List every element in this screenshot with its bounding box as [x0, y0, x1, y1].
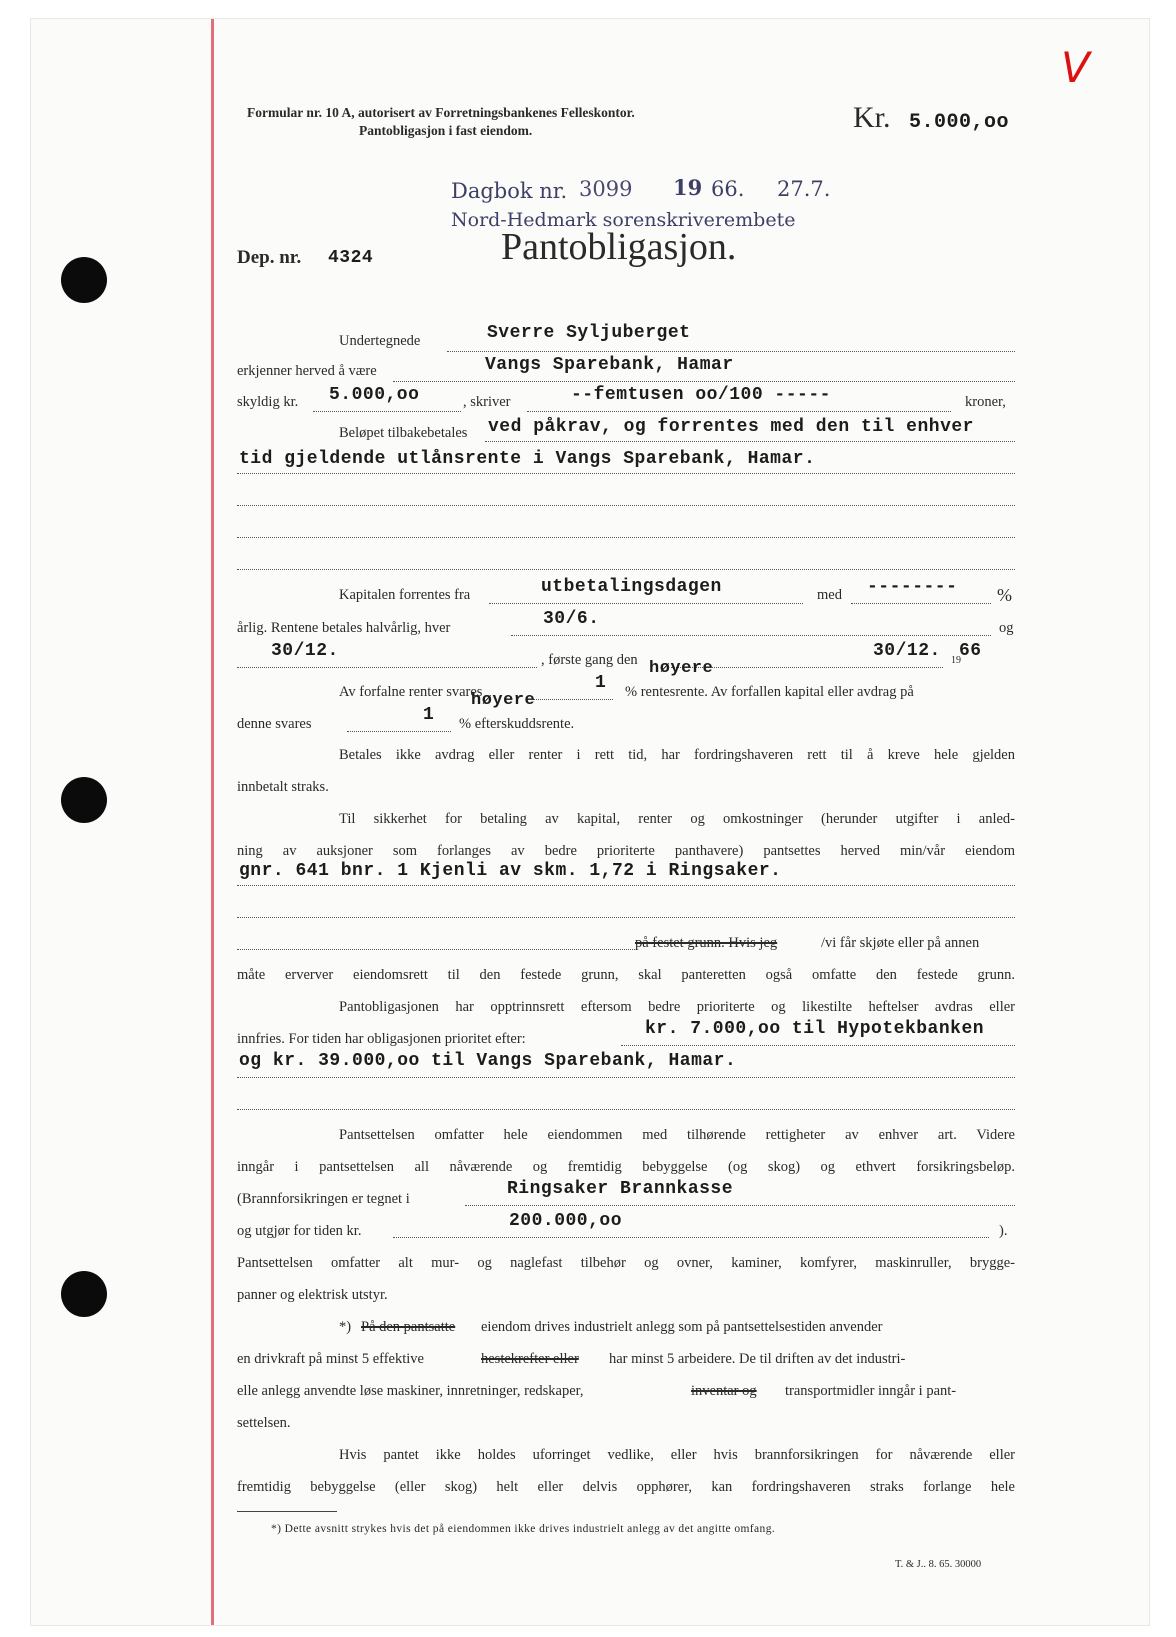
med-line: [851, 603, 991, 604]
industri-struck: På den pantsatte: [361, 1319, 456, 1335]
skyldig-line: [313, 411, 461, 412]
blank-line-3: [237, 569, 1015, 570]
punch-hole-bottom: [61, 1271, 107, 1317]
kraft-struck: hestekrefter eller: [481, 1351, 579, 1367]
festet-line: [237, 949, 637, 950]
kapitalen-label: Kapitalen forrentes fra: [339, 587, 471, 603]
forfalne-label: Av forfalne renter svares: [339, 684, 483, 700]
blank-line-2: [237, 537, 1015, 538]
betales-line-1: Betales ikke avdrag eller renter i rett tid, har fordringshaveren rett til å kreve hele gjelden: [339, 747, 1015, 763]
eiendom-line: [237, 885, 1015, 886]
forste-value: 30/12.: [873, 641, 941, 661]
footnote-rule: [237, 1511, 337, 1512]
arlig-label: årlig. Rentene betales halvårlig, hver: [237, 620, 451, 636]
betales-line-2: innbetalt straks.: [237, 779, 329, 795]
stamp-year-suffix: 66.: [711, 177, 745, 201]
blank-line-1: [237, 505, 1015, 506]
form-type-line: Pantobligasjon i fast eiendom.: [359, 123, 533, 138]
festet-rest: /vi får skjøte eller på annen: [821, 935, 980, 951]
kroner-label: kroner,: [965, 394, 1006, 410]
undertegnede-label: Undertegnede: [339, 333, 421, 349]
og-label: og: [999, 620, 1014, 636]
med-value: --------: [867, 577, 958, 597]
anlegg-struck: inventar og: [691, 1383, 757, 1399]
mate-line: måte erverver eiendomsrett til den festede grunn, skal panteretten også omfatte den festede grunn.: [237, 967, 1015, 983]
skyldig-label: skyldig kr.: [237, 394, 299, 410]
second-date-line: [237, 667, 537, 668]
belopet-value-2: tid gjeldende utlånsrente i Vangs Sparebank, Hamar.: [239, 449, 816, 469]
page-title: Pantobligasjon.: [501, 226, 737, 268]
omfatter-line-2: inngår i pantsettelsen all nåværende og fremtidig bebyggelse (og skog) og ethvert forsikringsbeløp.: [237, 1159, 1015, 1175]
rentesrente-text: % rentesrente. Av forfallen kapital eller avdrag på: [625, 684, 914, 700]
arlig-value: 30/6.: [543, 609, 600, 629]
denne-label: denne svares: [237, 716, 312, 732]
undertegnede-line: [447, 351, 1015, 352]
industri-rest: eiendom drives industrielt anlegg som på pantsettelsestiden anvender: [481, 1319, 883, 1335]
skyldig-value: 5.000,oo: [329, 385, 420, 405]
prioritet-line-1: [621, 1045, 1015, 1046]
skriver-value: --femtusen oo/100 -----: [571, 385, 831, 405]
med-percent: %: [997, 585, 1012, 605]
utgjor-end: ).: [999, 1223, 1008, 1239]
dagbok-number: 3099: [579, 177, 633, 201]
anlegg-prefix: elle anlegg anvendte løse maskiner, innretninger, redskaper,: [237, 1383, 584, 1399]
utgjor-value: 200.000,oo: [509, 1211, 623, 1231]
dep-label: Dep. nr.: [237, 247, 302, 268]
blank-line-4: [237, 917, 1015, 918]
hoyere-2: høyere: [471, 691, 536, 710]
eiendom-value: gnr. 641 bnr. 1 Kjenli av skm. 1,72 i Ringsaker.: [239, 861, 782, 881]
belopet-label: Beløpet tilbakebetales: [339, 425, 468, 441]
brann-line: [465, 1205, 1015, 1206]
innfries-label: innfries. For tiden har obligasjonen prioritet efter:: [237, 1031, 526, 1047]
dagbok-label: Dagbok nr.: [451, 179, 568, 203]
punch-hole-middle: [61, 777, 107, 823]
erkjenner-line: [393, 381, 1015, 382]
punch-hole-top: [61, 257, 107, 303]
skriver-line: [527, 411, 951, 412]
year-value: 66: [959, 641, 982, 661]
dep-number: 4324: [328, 248, 374, 268]
mur-line-2: panner og elektrisk utstyr.: [237, 1287, 388, 1303]
kapitalen-value: utbetalingsdagen: [541, 577, 722, 597]
brann-value: Ringsaker Brannkasse: [507, 1179, 734, 1199]
hoyere-1: høyere: [649, 659, 714, 678]
amount-value: 5.000,oo: [909, 111, 1010, 134]
omfatter-line-1: Pantsettelsen omfatter hele eiendommen med tilhørende rettigheter av enhver art. Videre: [339, 1127, 1015, 1143]
efterskudd-text: % efterskuddsrente.: [459, 716, 575, 732]
corner-checkmark: V: [1061, 43, 1090, 92]
belopet-line-2: [237, 473, 1015, 474]
second-date-value: 30/12.: [271, 641, 339, 661]
mur-line-1: Pantsettelsen omfatter alt mur- og naglefast tilbehør og ovner, kaminer, komfyrer, maskinruller, brygge-: [237, 1255, 1015, 1271]
belopet-line-1: [485, 441, 1015, 442]
prioritet-value-2: og kr. 39.000,oo til Vangs Sparebank, Hamar.: [239, 1051, 737, 1071]
undertegnede-value: Sverre Syljuberget: [487, 323, 691, 343]
forfalne-line: [533, 699, 613, 700]
form-number-line: Formular nr. 10 A, autorisert av Forretningsbankenes Felleskontor.: [247, 105, 635, 120]
amount-label: Kr.: [853, 101, 891, 134]
kraft-rest: har minst 5 arbeidere. De til driften av det industri-: [609, 1351, 906, 1367]
kraft-prefix: en drivkraft på minst 5 effektive: [237, 1351, 424, 1367]
prioritet-line-2: [237, 1077, 1015, 1078]
med-label: med: [817, 587, 842, 603]
stamp-office: Nord-Hedmark sorenskriverembete: [451, 209, 796, 231]
denne-line: [347, 731, 451, 732]
festet-struck: på festet grunn. Hvis jeg: [635, 935, 778, 951]
margin-rule: [211, 19, 214, 1625]
utgjor-label: og utgjør for tiden kr.: [237, 1223, 362, 1239]
hvis-line-1: Hvis pantet ikke holdes uforringet vedlike, eller hvis brannforsikringen for nåværende eller: [339, 1447, 1015, 1463]
document-page: [30, 18, 1150, 1626]
stamp-date: 27.7.: [777, 177, 831, 201]
utgjor-line: [393, 1237, 989, 1238]
erkjenner-label: erkjenner herved å være: [237, 363, 377, 379]
belopet-value-1: ved påkrav, og forrentes med den til enhver: [488, 417, 974, 437]
industri-prefix: *): [339, 1319, 352, 1335]
brann-label: (Brannforsikringen er tegnet i: [237, 1191, 410, 1207]
printer-mark: T. & J.. 8. 65. 30000: [895, 1559, 982, 1570]
footnote-text: *) Dette avsnitt strykes hvis det på eiendommen ikke drives industrielt anlegg av det angitte omfang.: [271, 1523, 776, 1535]
settelsen-line: settelsen.: [237, 1415, 291, 1431]
kapitalen-line: [489, 603, 803, 604]
anlegg-rest: transportmidler inngår i pant-: [785, 1383, 957, 1399]
arlig-line: [511, 635, 991, 636]
stamp-year-prefix: 19: [673, 175, 703, 200]
skriver-label: , skriver: [463, 394, 511, 410]
year-prefix: 19: [951, 655, 961, 666]
denne-value: 1: [423, 705, 435, 725]
erkjenner-value: Vangs Sparebank, Hamar: [485, 355, 734, 375]
opptrinn-line-1: Pantobligasjonen har opptrinnsrett eftersom bedre prioriterte og likestilte heftelser avdras eller: [339, 999, 1015, 1015]
sikkerhet-line-2: ning av auksjoner som forlanges av bedre prioriterte panthavere) pantsettes herved min/vår eiendom: [237, 843, 1015, 859]
forste-label: , første gang den: [541, 652, 638, 668]
blank-line-5: [237, 1109, 1015, 1110]
hvis-line-2: fremtidig bebyggelse (eller skog) helt eller delvis opphører, kan fordringshaveren straks forlange hele: [237, 1479, 1015, 1495]
prioritet-value-1: kr. 7.000,oo til Hypotekbanken: [645, 1019, 985, 1039]
forfalne-value: 1: [595, 673, 607, 693]
sikkerhet-line-1: Til sikkerhet for betaling av kapital, renter og omkostninger (herunder utgifter i anled-: [339, 811, 1015, 827]
